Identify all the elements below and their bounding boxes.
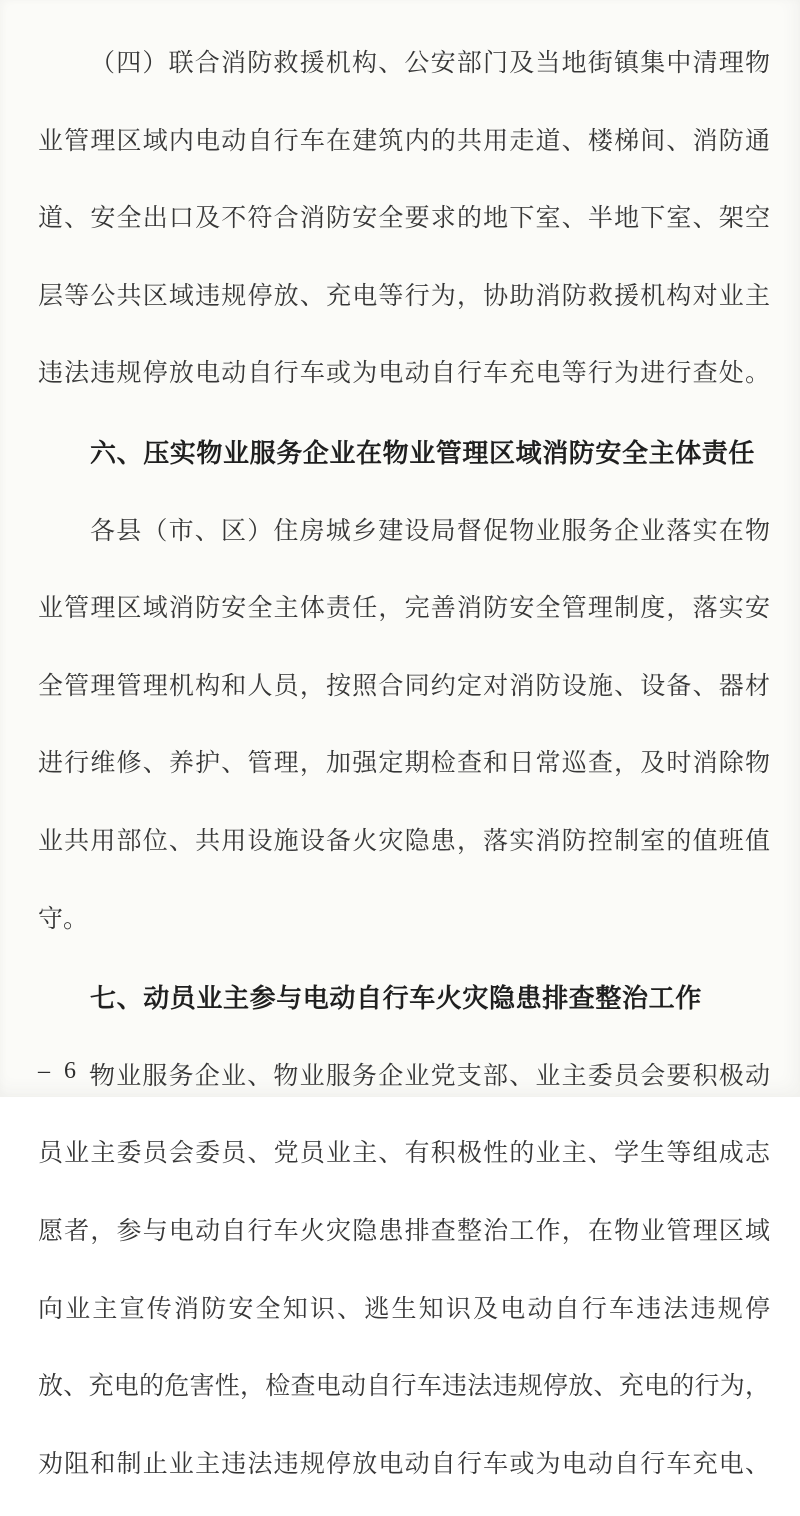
paragraph-first-line: 各县（市、区）住房城乡建设局督促物业服务企业落实在物 [90, 517, 770, 545]
body-line: 员业主委员会委员、党员业主、有积极性的业主、学生等组成志 [38, 1140, 770, 1168]
body-line: 层等公共区域违规停放、充电等行为，协助消防救援机构对业主 [38, 282, 770, 310]
paragraph-first-line: （四）联合消防救援机构、公安部门及当地街镇集中清理物 [90, 50, 770, 77]
document-body [38, 13, 770, 1516]
body-line: 违法违规停放电动自行车或为电动自行车充电等行为进行查处。 [38, 360, 770, 388]
page-footer [38, 1058, 106, 1085]
section-heading-six: 六、压实物业服务企业在物业管理区域消防安全主体责任 [90, 437, 756, 468]
body-line: 劝阻和制止业主违法违规停放电动自行车或为电动自行车充电、 [38, 1450, 770, 1478]
paragraph-first-line: 物业服务企业、物业服务企业党支部、业主委员会要积极动 [90, 1062, 770, 1090]
body-line: 向业主宣传消防安全知识、逃生知识及电动自行车违法违规停 [38, 1295, 770, 1323]
body-line: 全管理管理机构和人员，按照合同约定对消防设施、设备、器材 [38, 672, 770, 700]
body-line: 业管理区域消防安全主体责任，完善消防安全管理制度，落实安 [38, 595, 770, 623]
body-line: 进行维修、养护、管理，加强定期检查和日常巡查，及时消除物 [38, 750, 770, 778]
body-line: 愿者，参与电动自行车火灾隐患排查整治工作，在物业管理区域 [38, 1217, 770, 1245]
body-line: 业管理区域内电动自行车在建筑内的共用走道、楼梯间、消防通 [38, 127, 770, 155]
body-line: 道、安全出口及不符合消防安全要求的地下室、半地下室、架空 [38, 205, 770, 233]
body-line: 放、充电的危害性，检查电动自行车违法违规停放、充电的行为， [38, 1373, 770, 1401]
section-heading-seven: 七、动员业主参与电动自行车火灾隐患排查整治工作 [90, 983, 702, 1014]
page-number: – 6 – [38, 1058, 106, 1084]
paragraph-last-line: 守。 [38, 905, 89, 933]
body-line: 业共用部位、共用设施设备火灾隐患，落实消防控制室的值班值 [38, 827, 770, 855]
